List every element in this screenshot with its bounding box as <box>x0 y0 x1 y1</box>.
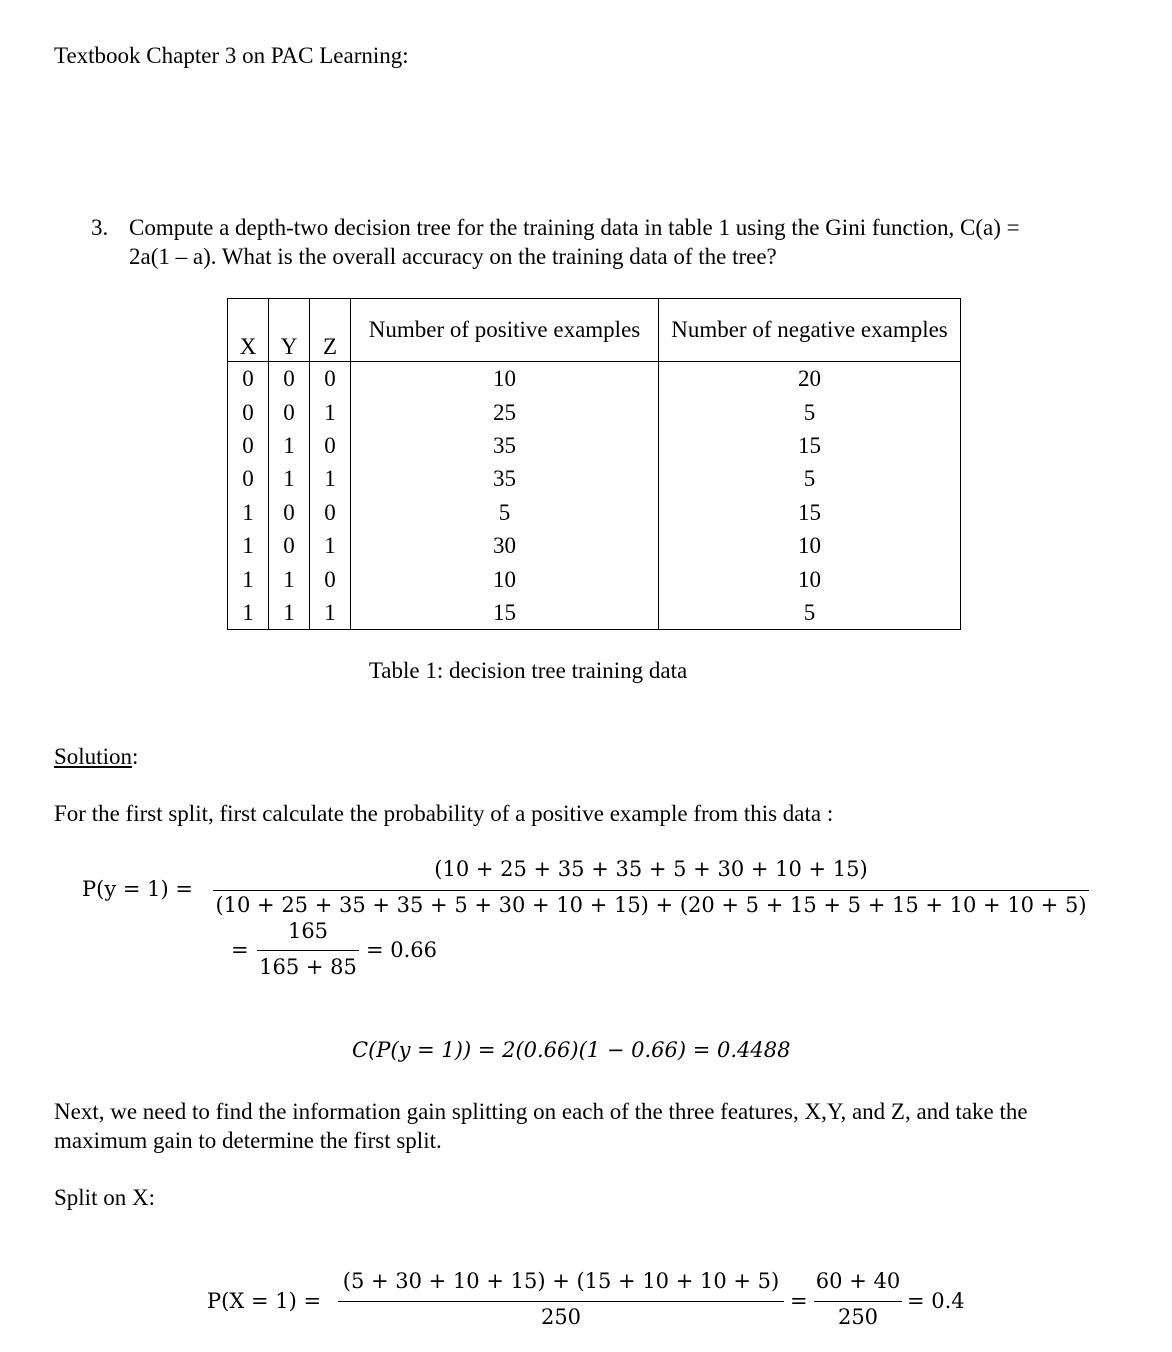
cell-positive: 10 <box>351 362 659 396</box>
cell-negative: 5 <box>659 462 961 495</box>
solution-intro: For the first split, first calculate the probability of a positive example from this data : <box>54 801 834 826</box>
cell-y: 1 <box>269 462 310 495</box>
eq3-numerator-2: 60 + 40 <box>815 1269 901 1293</box>
cell-negative: 15 <box>659 496 961 529</box>
cell-z: 1 <box>310 462 351 495</box>
cell-positive: 30 <box>351 529 659 562</box>
solution-colon: : <box>131 744 139 769</box>
eq3-denominator-2: 250 <box>837 1305 879 1329</box>
table-row <box>228 596 961 630</box>
eq3-numerator: (5 + 30 + 10 + 15) + (15 + 10 + 10 + 5) <box>342 1269 780 1293</box>
split-label: Split on X: <box>54 1185 155 1210</box>
eq3-result: = 0.4 <box>907 1289 965 1313</box>
cell-positive: 35 <box>351 462 659 495</box>
eq1-result: = 0.66 <box>366 938 438 962</box>
cell-y: 0 <box>269 529 310 562</box>
cell-y: 1 <box>269 429 310 462</box>
cell-y: 0 <box>269 362 310 396</box>
eq3-fraction-bar <box>338 1301 784 1302</box>
cell-x: 0 <box>228 395 269 428</box>
solution-word: Solution <box>54 744 132 769</box>
cell-z: 1 <box>310 529 351 562</box>
cell-negative: 5 <box>659 596 961 630</box>
cell-positive: 35 <box>351 429 659 462</box>
cell-x: 1 <box>228 596 269 630</box>
eq1-lhs: P(y = 1) = <box>82 877 193 901</box>
header-y: Y <box>269 299 310 362</box>
training-data-table <box>227 298 961 630</box>
table-row <box>228 429 961 462</box>
eq1-numerator: (10 + 25 + 35 + 35 + 5 + 30 + 10 + 15) <box>434 857 868 881</box>
cell-positive: 10 <box>351 562 659 595</box>
cell-z: 0 <box>310 429 351 462</box>
table-row <box>228 529 961 562</box>
next-line-1: Next, we need to find the information gain splitting on each of the three features, X,Y, and Z, and take the <box>54 1099 1028 1124</box>
eq1-denominator: (10 + 25 + 35 + 35 + 5 + 30 + 10 + 15) + (20 + 5 + 15 + 5 + 15 + 10 + 10 + 5) <box>215 893 1087 917</box>
eq1-fraction-bar-2 <box>257 950 359 951</box>
eq3-lhs: P(X = 1) = <box>207 1289 322 1313</box>
cell-positive: 15 <box>351 596 659 630</box>
cell-x: 1 <box>228 496 269 529</box>
table-row <box>228 496 961 529</box>
question-line-1: Compute a depth-two decision tree for the training data in table 1 using the Gini function, C(a) = <box>129 215 1020 240</box>
solution-label <box>54 745 138 768</box>
cell-z: 0 <box>310 562 351 595</box>
eq2-text: C(P(y = 1)) = 2(0.66)(1 − 0.66) = 0.4488 <box>352 1038 791 1062</box>
cell-negative: 15 <box>659 429 961 462</box>
table-row <box>228 562 961 595</box>
eq1-fraction-bar <box>213 890 1089 891</box>
question-number: 3. <box>91 215 109 240</box>
header-z: Z <box>310 299 351 362</box>
table-row <box>228 362 961 396</box>
table-header-row <box>228 299 961 362</box>
table-caption: Table 1: decision tree training data <box>368 658 688 683</box>
cell-negative: 10 <box>659 562 961 595</box>
cell-z: 0 <box>310 496 351 529</box>
header-negative: Number of negative examples <box>659 299 961 362</box>
cell-y: 1 <box>269 596 310 630</box>
cell-negative: 5 <box>659 395 961 428</box>
cell-x: 0 <box>228 429 269 462</box>
eq3-fraction-bar-2 <box>814 1301 902 1302</box>
eq3-denominator: 250 <box>540 1305 582 1329</box>
cell-x: 1 <box>228 562 269 595</box>
cell-negative: 20 <box>659 362 961 396</box>
cell-z: 1 <box>310 596 351 630</box>
eq3-equals: = <box>790 1289 808 1313</box>
cell-positive: 25 <box>351 395 659 428</box>
header-positive: Number of positive examples <box>351 299 659 362</box>
cell-x: 0 <box>228 362 269 396</box>
cell-negative: 10 <box>659 529 961 562</box>
table-row <box>228 462 961 495</box>
eq1-denominator-2: 165 + 85 <box>259 955 357 979</box>
eq1-numerator-2: 165 <box>287 919 329 943</box>
eq1-equals: = <box>231 938 249 962</box>
cell-z: 1 <box>310 395 351 428</box>
cell-y: 0 <box>269 395 310 428</box>
next-line-2: maximum gain to determine the first split. <box>54 1128 442 1153</box>
eq2-gini <box>352 1040 790 1061</box>
question-line-2: 2a(1 – a). What is the overall accuracy on the training data of the tree? <box>129 244 777 269</box>
cell-x: 1 <box>228 529 269 562</box>
cell-y: 0 <box>269 496 310 529</box>
cell-x: 0 <box>228 462 269 495</box>
cell-z: 0 <box>310 362 351 396</box>
cell-y: 1 <box>269 562 310 595</box>
table-row <box>228 395 961 428</box>
cell-positive: 5 <box>351 496 659 529</box>
page-heading: Textbook Chapter 3 on PAC Learning: <box>54 43 409 68</box>
header-x: X <box>228 299 269 362</box>
